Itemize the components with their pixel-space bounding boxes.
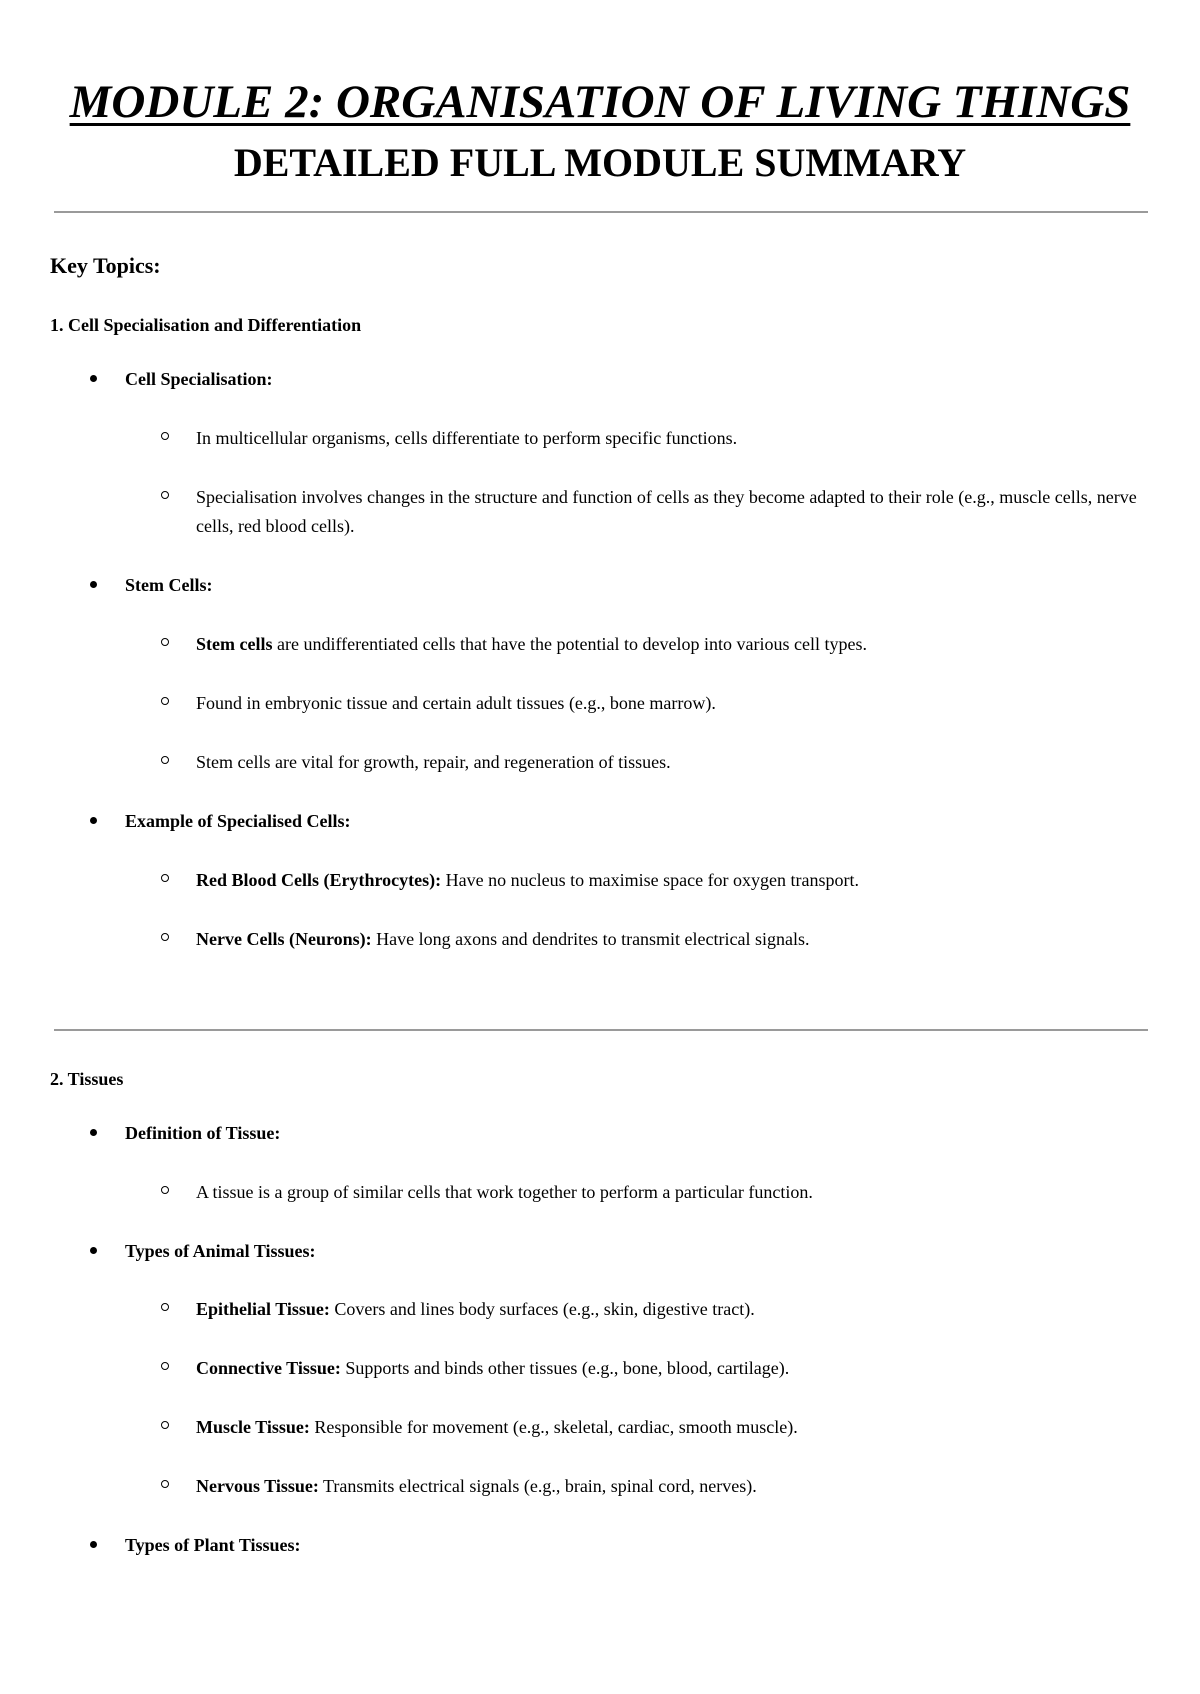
- circle-bullet-icon: [161, 1362, 169, 1370]
- document-subtitle: DETAILED FULL MODULE SUMMARY: [233, 140, 967, 185]
- circle-bullet-icon: [161, 1186, 169, 1194]
- bullet-dot-icon: [90, 1541, 97, 1548]
- bullet-dot-icon: [90, 1247, 97, 1254]
- bullet-dot-icon: [90, 375, 97, 382]
- list-item-description: are undifferentiated cells that have the potential to develop into various cell types.: [272, 634, 867, 654]
- list-item-description: Found in embryonic tissue and certain adult tissues (e.g., bone marrow).: [196, 693, 716, 713]
- document-title: MODULE 2: ORGANISATION OF LIVING THINGS: [69, 76, 1131, 128]
- circle-bullet-icon: [161, 491, 169, 499]
- circle-bullet-icon: [161, 432, 169, 440]
- circle-bullet-icon: [161, 756, 169, 764]
- horizontal-divider: [54, 1029, 1148, 1031]
- circle-bullet-icon: [161, 638, 169, 646]
- list-item-term: Connective Tissue:: [196, 1358, 341, 1378]
- list-item-text: [196, 483, 1146, 541]
- list-item-term: Stem cells: [196, 634, 273, 654]
- circle-bullet-icon: [161, 697, 169, 705]
- list-item-description: Supports and binds other tissues (e.g., bone, blood, cartilage).: [340, 1358, 790, 1378]
- list-item-term: Red Blood Cells (Erythrocytes):: [196, 870, 442, 890]
- circle-bullet-icon: [161, 874, 169, 882]
- bullet-label: Cell Specialisation:: [125, 369, 273, 389]
- section-heading-tissues: 2. Tissues: [50, 1069, 124, 1089]
- list-item-description: A tissue is a group of similar cells that work together to perform a particular function.: [196, 1182, 813, 1202]
- list-item-description: Stem cells are vital for growth, repair, and regeneration of tissues.: [196, 752, 671, 772]
- bullet-label: Types of Animal Tissues:: [125, 1241, 316, 1261]
- list-item-description: Have long axons and dendrites to transmit electrical signals.: [371, 929, 810, 949]
- list-item-term: Nervous Tissue:: [196, 1476, 319, 1496]
- bullet-dot-icon: [90, 817, 97, 824]
- circle-bullet-icon: [161, 1421, 169, 1429]
- list-item-text: [196, 748, 1146, 777]
- list-item-text: [196, 1472, 1146, 1501]
- list-item-description: Covers and lines body surfaces (e.g., skin, digestive tract).: [329, 1299, 755, 1319]
- circle-bullet-icon: [161, 1303, 169, 1311]
- bullet-label: Types of Plant Tissues:: [125, 1535, 301, 1555]
- bullet-dot-icon: [90, 581, 97, 588]
- list-item-description: In multicellular organisms, cells differentiate to perform specific functions.: [196, 428, 738, 448]
- list-item-text: [196, 424, 1146, 453]
- circle-bullet-icon: [161, 1480, 169, 1488]
- list-item-text: [196, 1413, 1146, 1442]
- circle-bullet-icon: [161, 933, 169, 941]
- list-item-text: [196, 1354, 1146, 1383]
- list-item-text: [196, 1178, 1146, 1207]
- bullet-dot-icon: [90, 1129, 97, 1136]
- list-item-term: Nerve Cells (Neurons):: [196, 929, 372, 949]
- list-item-text: [196, 630, 1146, 659]
- bullet-label: Stem Cells:: [125, 575, 213, 595]
- list-item-text: [196, 866, 1146, 895]
- bullet-label: Example of Specialised Cells:: [125, 811, 351, 831]
- bullet-label: Definition of Tissue:: [125, 1123, 281, 1143]
- list-item-text: [196, 1295, 1146, 1324]
- horizontal-divider: [54, 211, 1148, 213]
- list-item-term: Epithelial Tissue:: [196, 1299, 330, 1319]
- key-topics-heading: Key Topics:: [50, 253, 161, 278]
- section-heading-cell-specialisation: 1. Cell Specialisation and Differentiation: [50, 315, 362, 335]
- list-item-description: Transmits electrical signals (e.g., brain, spinal cord, nerves).: [318, 1476, 757, 1496]
- list-item-description: Specialisation involves changes in the structure and function of cells as they become adapted to their role (e.g., muscle cells, nerve cells, red blood cells).: [196, 487, 1137, 536]
- list-item-term: Muscle Tissue:: [196, 1417, 310, 1437]
- list-item-description: Responsible for movement (e.g., skeletal, cardiac, smooth muscle).: [309, 1417, 798, 1437]
- list-item-description: Have no nucleus to maximise space for oxygen transport.: [441, 870, 860, 890]
- list-item-text: [196, 689, 1146, 718]
- list-item-text: [196, 925, 1146, 954]
